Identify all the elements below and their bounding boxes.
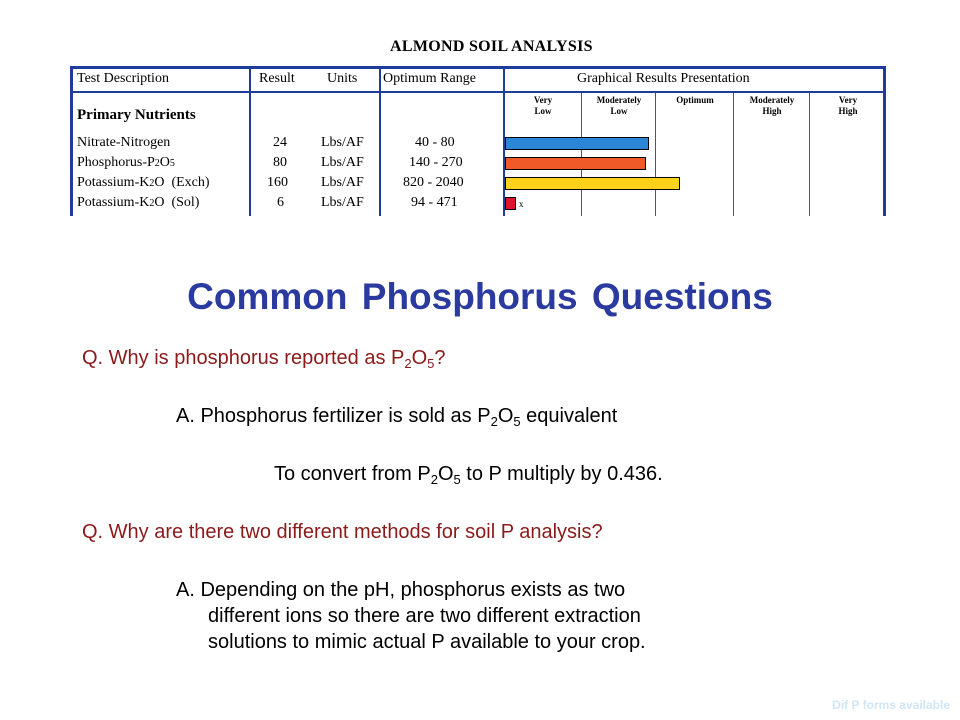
rating-optimum: Optimum — [676, 95, 714, 105]
header-result: Result — [259, 71, 295, 86]
question-1: Q. Why is phosphorus reported as $P_2O_5$? — [82, 347, 446, 371]
section-primary-nutrients: Primary Nutrients — [77, 107, 196, 123]
bar-note: x — [519, 199, 524, 209]
row-units: Lbs/AF — [321, 155, 364, 170]
header-optimum-range: Optimum Range — [383, 71, 476, 86]
answer-1: A. Phosphorus fertilizer is sold as $P_2O_5$ equivalent — [176, 405, 618, 429]
answer-2-line-3: solutions to mimic actual P available to your crop. — [208, 631, 646, 653]
row-units: Lbs/AF — [321, 195, 364, 210]
header-divider — [73, 91, 883, 93]
rating-divider — [733, 93, 734, 216]
rating-moderately-high: Moderately High — [749, 95, 795, 116]
answer-2-line-2: different ions so there are two different extraction — [208, 605, 641, 627]
answer-1-conversion: To convert from $P_2O_5$ to P multiply by 0.436. — [274, 463, 663, 487]
row-result: 6 — [277, 195, 284, 210]
soil-analysis-title: ALMOND SOIL ANALYSIS — [390, 38, 593, 55]
result-bar-phosphorus — [505, 157, 646, 170]
row-units: Lbs/AF — [321, 175, 364, 190]
row-result: 160 — [267, 175, 288, 190]
column-divider — [249, 69, 251, 216]
result-bar-potassium-sol — [505, 197, 516, 210]
row-name: Phosphorus-P2O5 — [77, 155, 175, 170]
result-bar-potassium-exch — [505, 177, 680, 190]
row-range: 40 - 80 — [415, 135, 455, 150]
row-units: Lbs/AF — [321, 135, 364, 150]
rating-divider — [809, 93, 810, 216]
row-name: Nitrate-Nitrogen — [77, 135, 171, 150]
row-name: Potassium-K2O (Sol) — [77, 195, 200, 210]
rating-very-high: Very High — [838, 95, 858, 116]
rating-moderately-low: Moderately Low — [596, 95, 642, 116]
header-graphical-results: Graphical Results Presentation — [577, 71, 750, 86]
slide-title: Common Phosphorus Questions — [187, 276, 773, 317]
header-units: Units — [327, 71, 358, 86]
row-result: 80 — [273, 155, 287, 170]
result-bar-nitrate — [505, 137, 649, 150]
row-range: 140 - 270 — [409, 155, 463, 170]
row-name: Potassium-K2O (Exch) — [77, 175, 210, 190]
row-range: 94 - 471 — [411, 195, 458, 210]
rating-very-low: Very Low — [533, 95, 553, 116]
row-result: 24 — [273, 135, 287, 150]
question-2: Q. Why are there two different methods for soil P analysis? — [82, 521, 603, 543]
rating-divider — [655, 93, 656, 216]
footer-note-link[interactable]: Dif P forms available — [832, 698, 950, 712]
column-divider — [379, 69, 381, 216]
soil-analysis-table — [70, 66, 886, 216]
rating-divider — [581, 93, 582, 216]
row-range: 820 - 2040 — [403, 175, 464, 190]
answer-2-line-1: A. Depending on the pH, phosphorus exists as two — [176, 579, 626, 601]
header-test-description: Test Description — [77, 71, 169, 86]
